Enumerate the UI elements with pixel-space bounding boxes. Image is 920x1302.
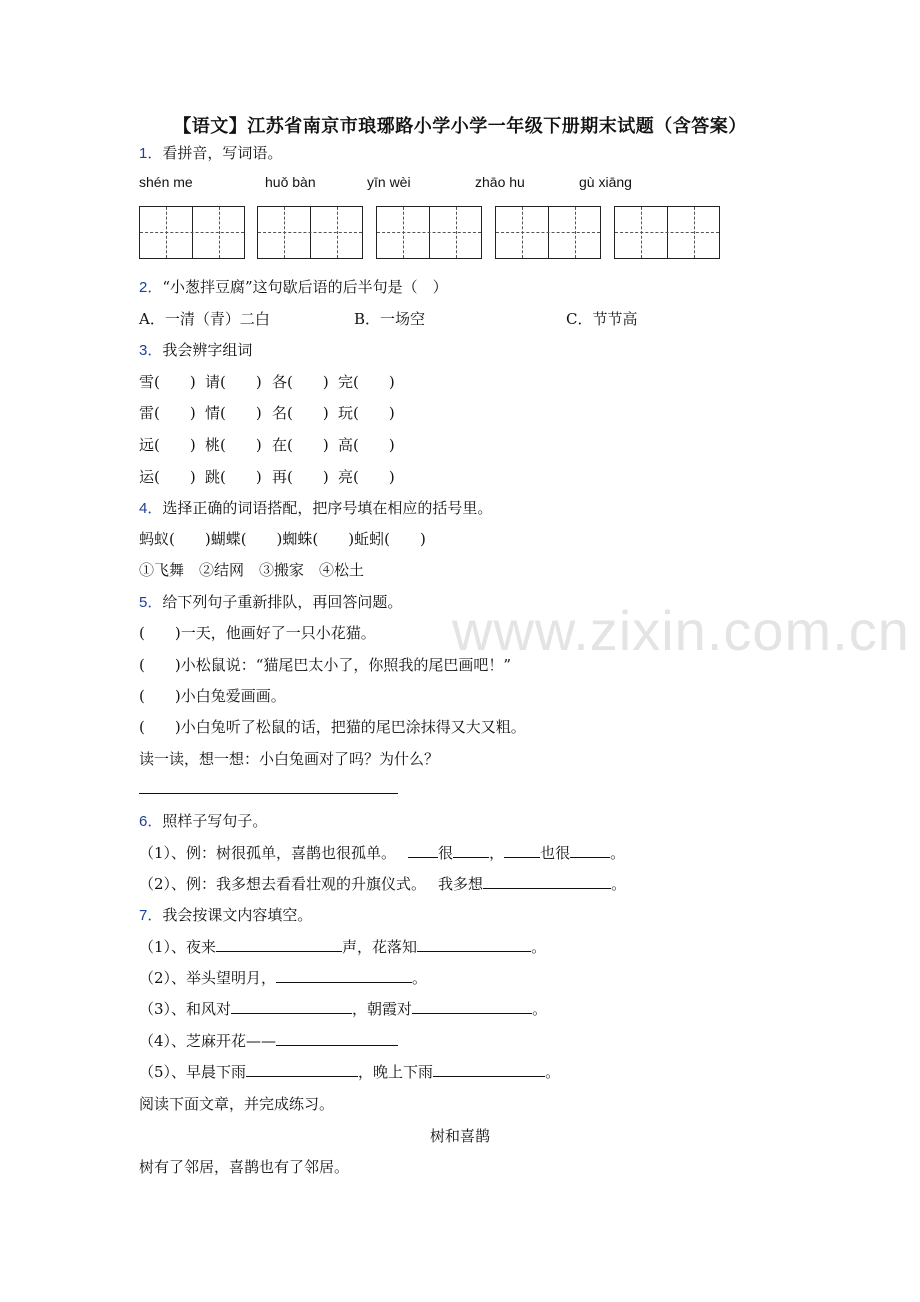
question-text: 选择正确的词语搭配，把序号填在相应的括号里。 [162, 499, 493, 517]
pinyin-2: huǒ bàn [265, 174, 316, 190]
writing-grid-5[interactable] [614, 206, 720, 259]
word-blank[interactable]: 亮( ) [338, 468, 395, 486]
fill-line-3 [139, 998, 547, 1019]
question-number: 7． [139, 907, 163, 924]
fill-text: （4）、芝麻开花—— [139, 1032, 277, 1050]
word-blank[interactable]: 请( ) [205, 373, 262, 391]
fill-blank[interactable] [276, 1031, 398, 1046]
word-blank[interactable]: 桃( ) [205, 436, 262, 454]
fill-text: 也很 [540, 844, 571, 862]
fill-text: （5）、早晨下雨 [139, 1063, 247, 1081]
fill-text: （3）、和风对 [139, 1000, 232, 1018]
option-b[interactable]: B．一场空 [354, 310, 426, 328]
question-number: 4． [139, 500, 163, 517]
fill-blank[interactable] [433, 1062, 545, 1077]
word-blank[interactable]: 各( ) [272, 373, 329, 391]
writing-grid-3[interactable] [376, 206, 482, 259]
choice-list: ①飞舞 ②结网 ③搬家 ④松土 [139, 561, 365, 579]
word-blank[interactable]: 运( ) [139, 468, 196, 486]
fill-text: 。 [531, 938, 547, 956]
word-blank[interactable]: 高( ) [338, 436, 395, 454]
question-number: 2． [139, 279, 163, 296]
question-text: 看拼音，写词语。 [162, 144, 283, 162]
question-text: 给下列句子重新排队，再回答问题。 [162, 593, 403, 611]
option-a[interactable]: A．一清（青）二白 [139, 310, 270, 328]
example-text: （1）、例：树很孤单，喜鹊也很孤单。 [139, 844, 397, 862]
question-6 [139, 810, 267, 831]
fill-blank[interactable] [412, 999, 532, 1014]
question-text: 我会辨字组词 [162, 341, 253, 359]
word-blank[interactable]: 玩( ) [338, 404, 395, 422]
sentence-item[interactable]: ( )一天，他画好了一只小花猫。 [139, 624, 376, 642]
fill-blank[interactable] [231, 999, 352, 1014]
watermark: www.zixin.com.cn [452, 599, 910, 662]
answer-line[interactable] [139, 793, 398, 794]
word-blank[interactable]: 雪( ) [139, 373, 196, 391]
question-5 [139, 591, 402, 612]
fill-text: 。 [610, 844, 626, 862]
sentence-example-1 [139, 842, 625, 863]
option-c[interactable]: C．节节高 [566, 310, 638, 328]
page-title: 【语文】江苏省南京市琅琊路小学小学一年级下册期末试题（含答案） [173, 116, 747, 137]
fill-blank[interactable] [570, 843, 610, 858]
writing-grid-1[interactable] [139, 206, 245, 259]
fill-blank[interactable] [246, 1062, 358, 1077]
question-number: 3． [139, 342, 163, 359]
fill-line-4 [139, 1030, 398, 1051]
fill-text: 很 [438, 844, 454, 862]
fill-line-5 [139, 1061, 560, 1082]
question-7 [139, 904, 312, 925]
follow-up-question: 读一读，想一想：小白兔画对了吗？为什么？ [139, 750, 440, 768]
fill-blank[interactable] [408, 843, 438, 858]
fill-text: 声，花落知 [342, 938, 418, 956]
word-blank[interactable]: 再( ) [272, 468, 329, 486]
pinyin-3: yīn wèi [367, 174, 411, 190]
reading-intro: 阅读下面文章，并完成练习。 [139, 1095, 335, 1113]
question-text: 我会按课文内容填空。 [162, 906, 313, 924]
word-blank[interactable]: 名( ) [272, 404, 329, 422]
word-blank[interactable]: 雷( ) [139, 404, 196, 422]
sentence-item[interactable]: ( )小松鼠说：“猫尾巴太小了，你照我的尾巴画吧！” [139, 656, 512, 674]
question-number: 5． [139, 594, 163, 611]
word-blank[interactable]: 情( ) [205, 404, 262, 422]
fill-text: 。 [412, 969, 428, 987]
sentence-example-2 [139, 873, 626, 894]
question-2 [139, 276, 448, 297]
writing-grid-2[interactable] [257, 206, 363, 259]
fill-text: （1）、夜来 [139, 938, 217, 956]
fill-text: ，晚上下雨 [358, 1063, 434, 1081]
fill-line-1 [139, 936, 546, 957]
fill-text: 。 [545, 1063, 561, 1081]
fill-text: ， [489, 844, 505, 862]
fill-blank[interactable] [453, 843, 489, 858]
insect-blanks[interactable]: 蚂蚁( )蝴蝶( )蜘蛛( )蚯蚓( ) [139, 530, 426, 548]
question-text: 照样子写句子。 [162, 812, 268, 830]
story-text: 树有了邻居，喜鹊也有了邻居。 [139, 1158, 350, 1176]
fill-blank[interactable] [417, 937, 531, 952]
fill-text: 。 [532, 1000, 548, 1018]
fill-text: ，朝霞对 [352, 1000, 413, 1018]
sentence-item[interactable]: ( )小白兔爱画画。 [139, 687, 286, 705]
question-number: 6． [139, 813, 163, 830]
fill-text: 。 [611, 875, 627, 893]
fill-blank[interactable] [483, 874, 611, 889]
question-3 [139, 339, 252, 360]
fill-blank[interactable] [276, 968, 412, 983]
story-title: 树和喜鹊 [429, 1127, 490, 1145]
question-4 [139, 497, 492, 518]
question-number: 1． [139, 145, 163, 162]
word-blank[interactable]: 完( ) [338, 373, 395, 391]
fill-blank[interactable] [216, 937, 342, 952]
word-blank[interactable]: 在( ) [272, 436, 329, 454]
question-text: “小葱拌豆腐”这句歇后语的后半句是（ ） [162, 278, 448, 296]
pinyin-4: zhāo hu [475, 174, 525, 190]
word-blank[interactable]: 跳( ) [205, 468, 262, 486]
fill-blank[interactable] [504, 843, 540, 858]
question-1 [139, 142, 282, 163]
word-blank[interactable]: 远( ) [139, 436, 196, 454]
pinyin-1: shén me [139, 174, 193, 190]
example-text: （2）、例：我多想去看看壮观的升旗仪式。 [139, 875, 427, 893]
fill-text: 我多想 [438, 875, 484, 893]
writing-grid-4[interactable] [495, 206, 601, 259]
fill-text: （2）、举头望明月， [139, 969, 277, 987]
sentence-item[interactable]: ( )小白兔听了松鼠的话，把猫的尾巴涂抹得又大又粗。 [139, 718, 526, 736]
pinyin-5: gù xiāng [579, 174, 632, 190]
fill-line-2 [139, 967, 427, 988]
